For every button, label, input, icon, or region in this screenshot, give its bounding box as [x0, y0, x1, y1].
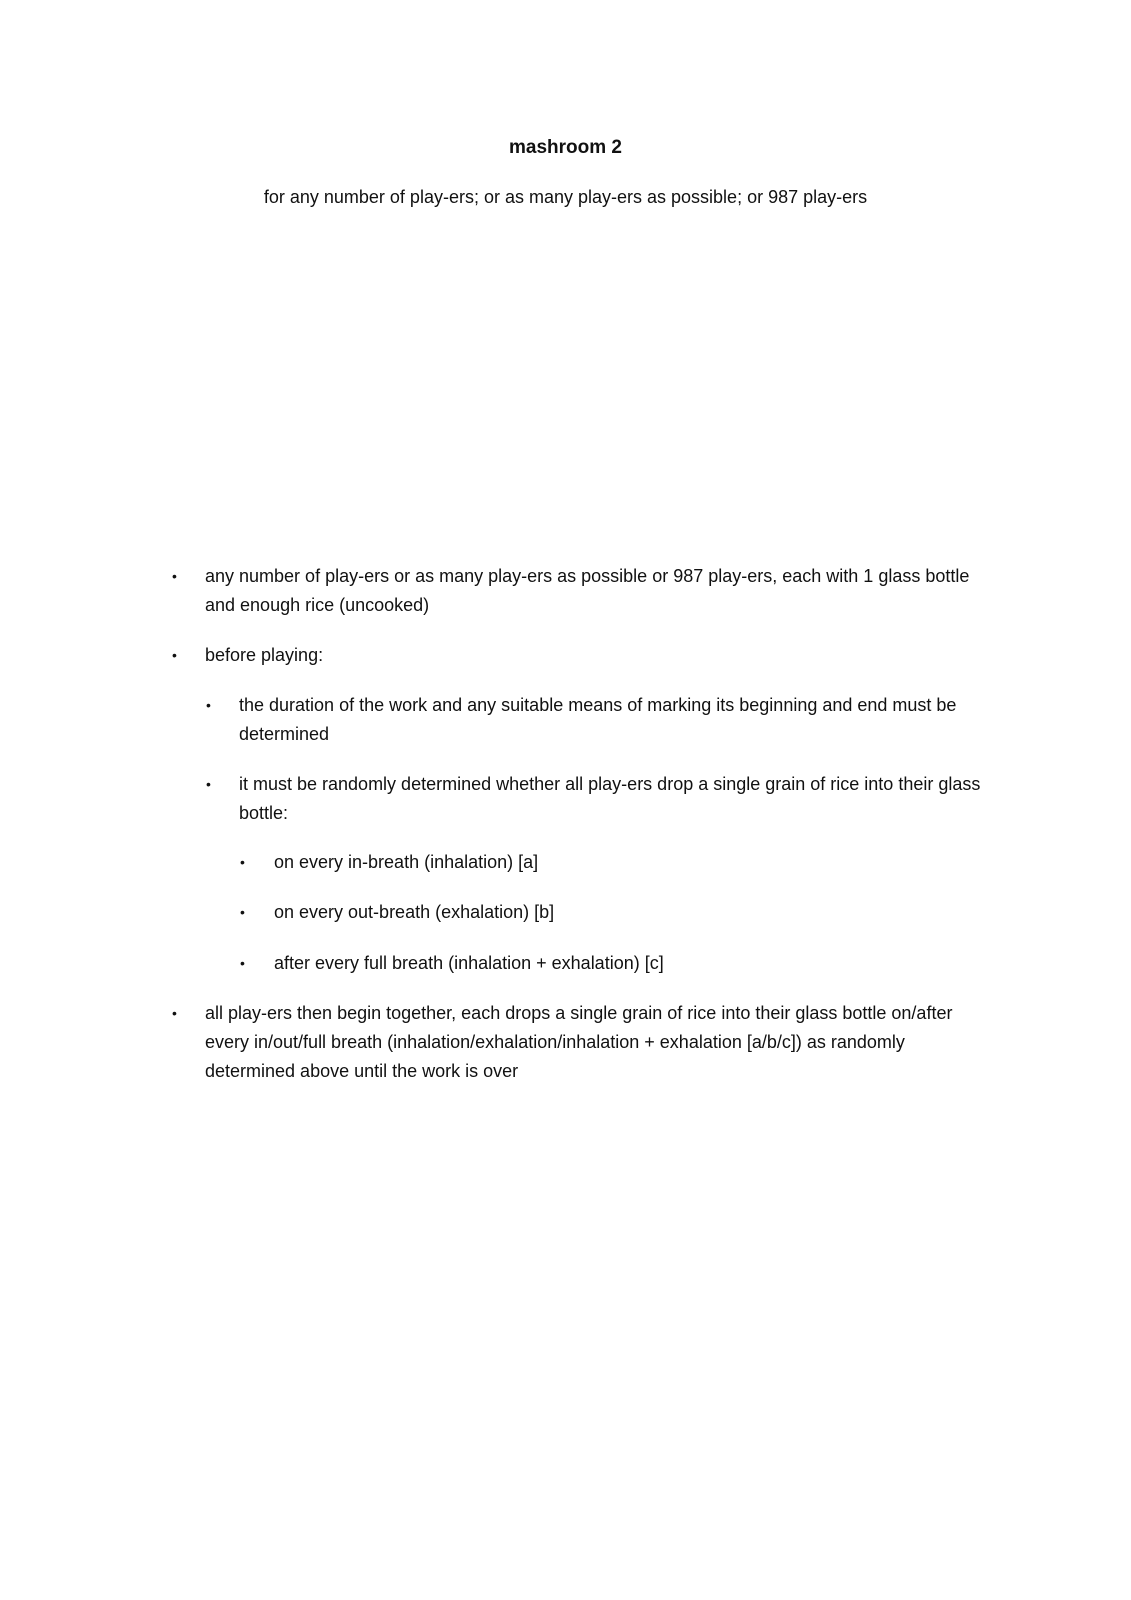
list-item: all play-ers then begin together, each drops a single grain of rice into their glass bottle on/after every in/out/full breath (inhalation/exhalation/inhalation + exhalation [a/b/c]) as randomly determined above until the work is over: [205, 1003, 953, 1081]
list-item: on every out-breath (exhalation) [b]: [274, 902, 555, 922]
bullet-marker: •: [206, 697, 211, 713]
bullet-marker: •: [206, 776, 211, 792]
document-title: mashroom 2: [509, 137, 622, 158]
list-item: any number of play-ers or as many play-ers as possible or 987 play-ers, each with 1 glass bottle and enough rice (uncooked): [205, 566, 970, 615]
bullet-marker: •: [172, 647, 177, 663]
document-subtitle: for any number of play-ers; or as many play-ers as possible; or 987 play-ers: [263, 187, 868, 207]
bullet-marker: •: [240, 854, 245, 870]
list-item: the duration of the work and any suitable means of marking its beginning and end must be determined: [239, 695, 957, 744]
bullet-marker: •: [240, 955, 245, 971]
list-item: on every in-breath (inhalation) [a]: [274, 852, 539, 872]
bullet-marker: •: [240, 904, 245, 920]
list-item: before playing:: [205, 645, 324, 665]
list-item: it must be randomly determined whether all play-ers drop a single grain of rice into their glass bottle:: [239, 774, 981, 823]
bullet-marker: •: [172, 1005, 177, 1021]
bullet-marker: •: [172, 568, 177, 584]
list-item: after every full breath (inhalation + exhalation) [c]: [274, 953, 664, 973]
